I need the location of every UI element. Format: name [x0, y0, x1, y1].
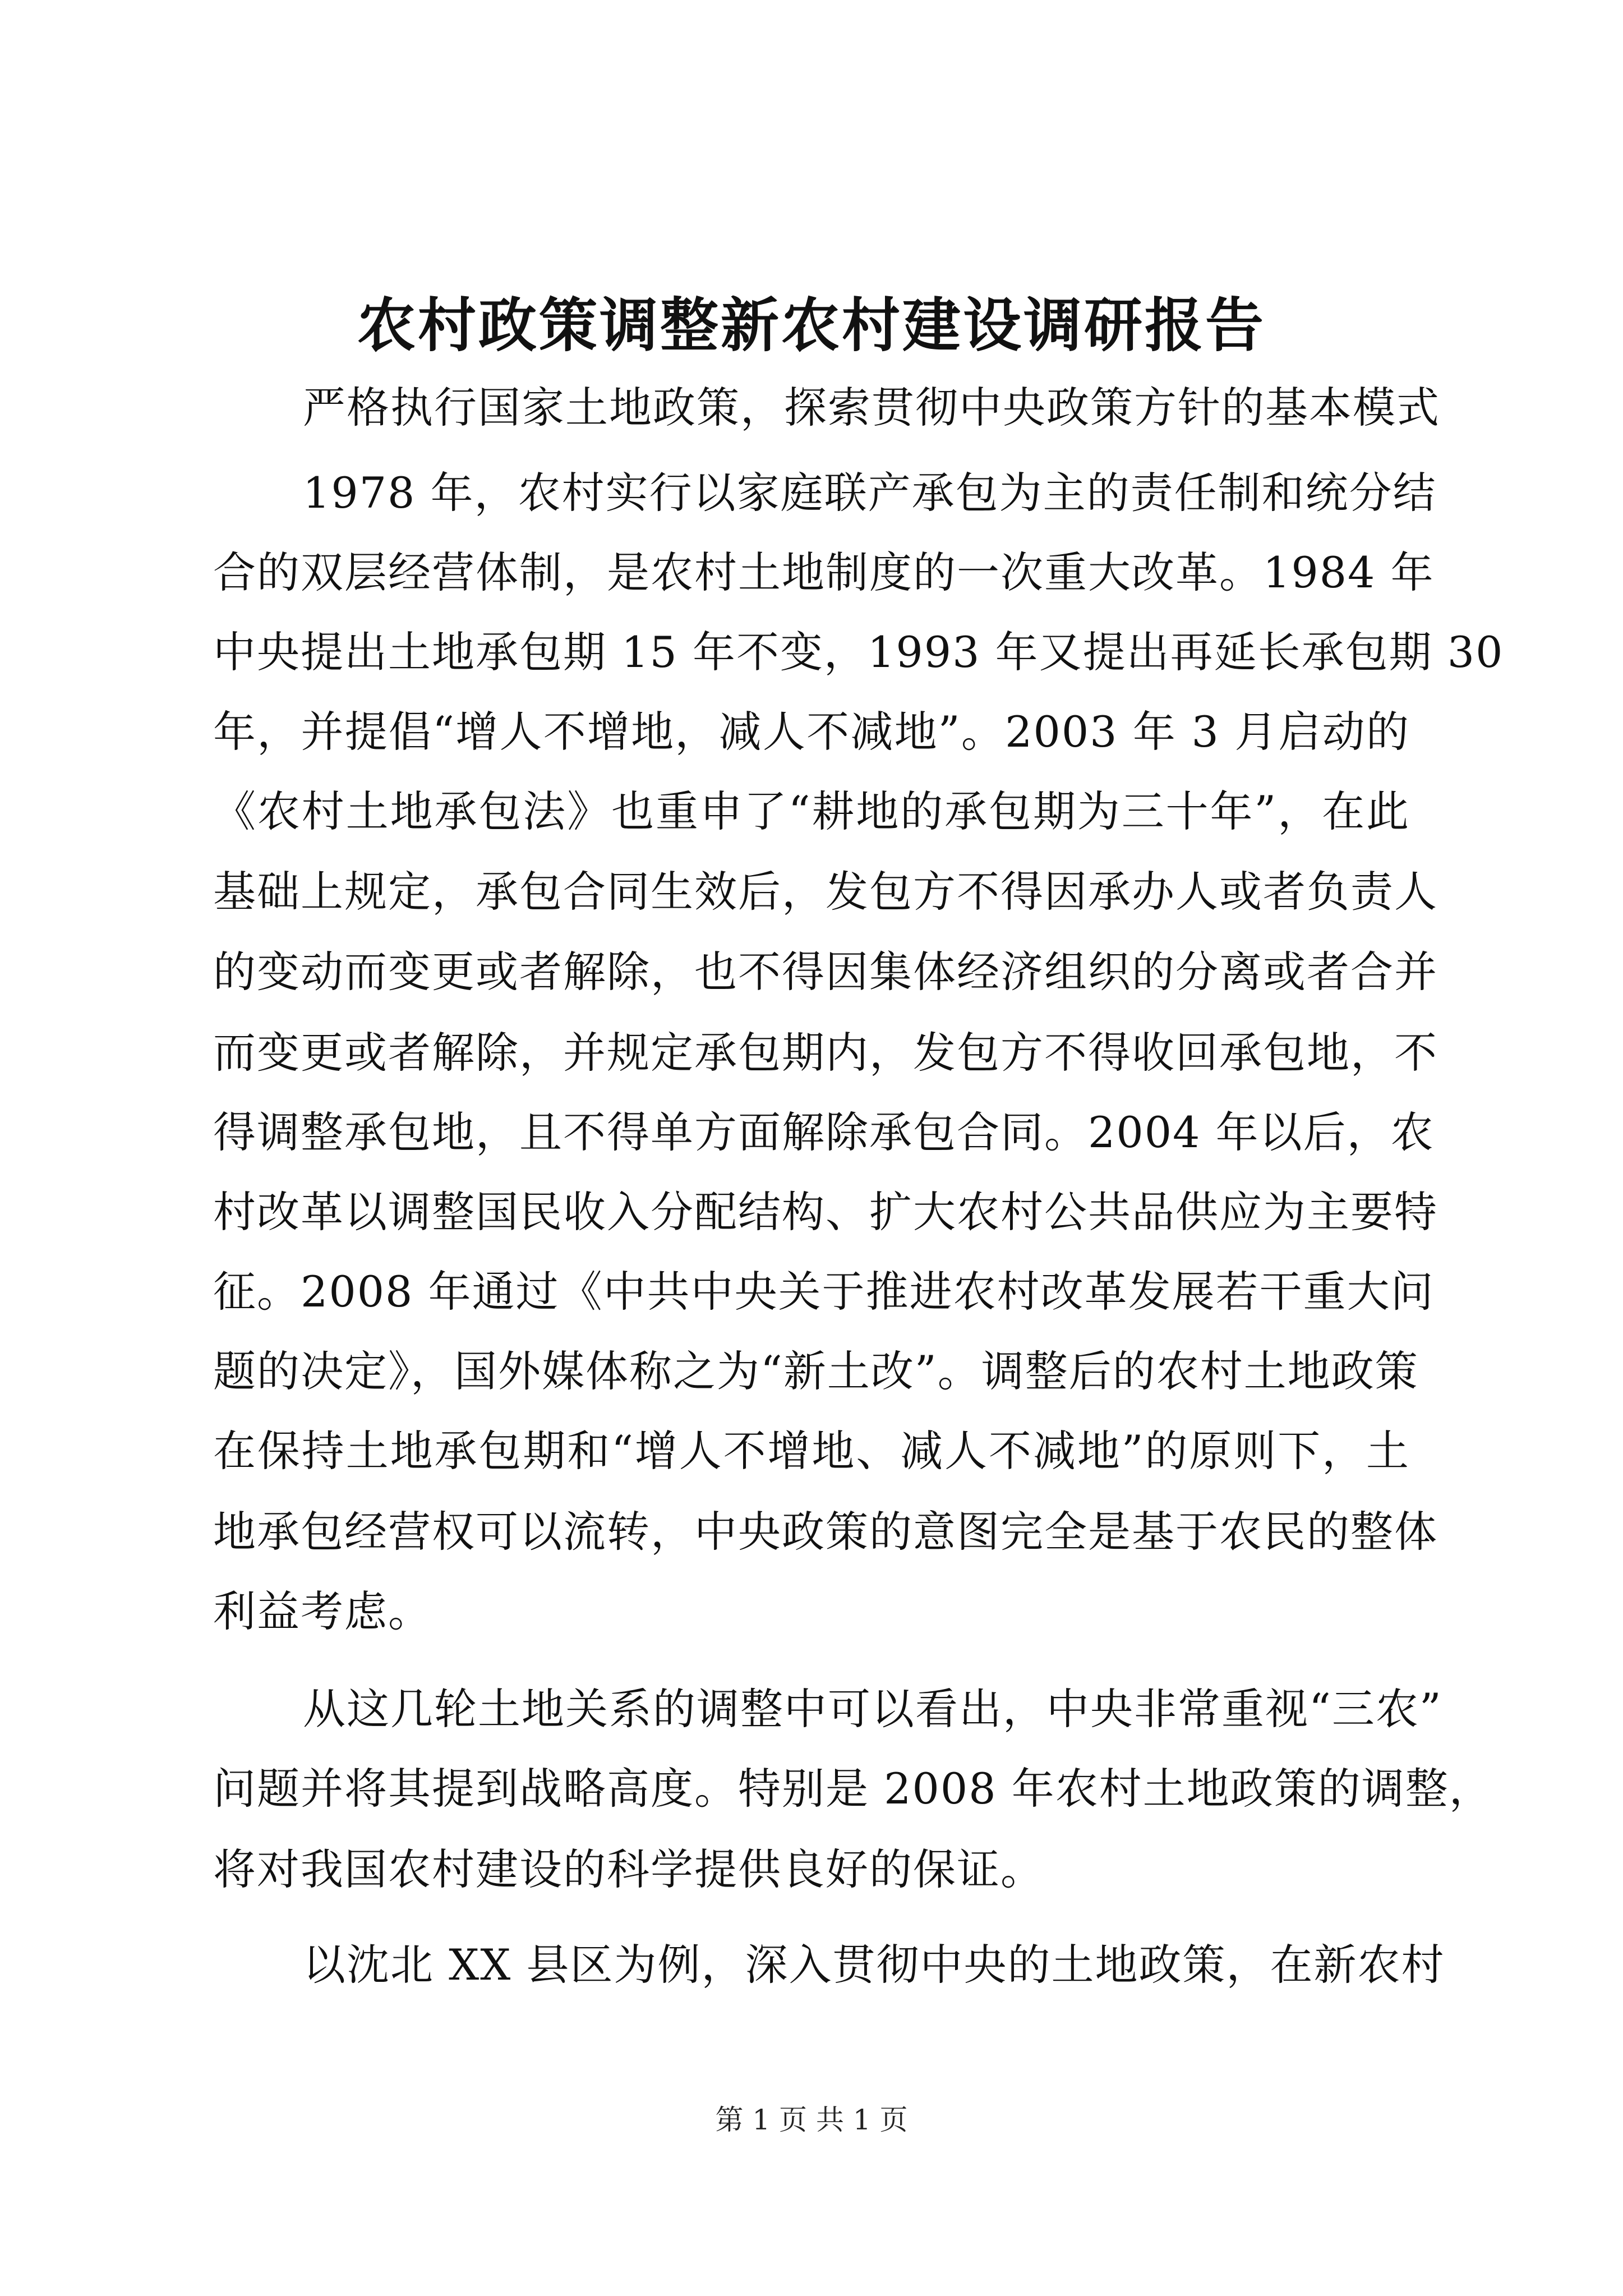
body-line: 《农村土地承包法》也重申了“耕地的承包期为三十年”，在此 [213, 786, 1410, 836]
body-line: 1978 年，农村实行以家庭联产承包为主的责任制和统分结 [303, 468, 1437, 518]
body-line: 以沈北 XX 县区为例，深入贯彻中央的土地政策，在新农村 [303, 1940, 1445, 1990]
body-line: 从这几轮土地关系的调整中可以看出，中央非常重视“三农” [303, 1684, 1442, 1734]
body-line: 征。2008 年通过《中共中央关于推进农村改革发展若干重大问 [213, 1267, 1435, 1317]
document-title: 农村政策调整新农村建设调研报告 [357, 291, 1266, 360]
body-line: 合的双层经营体制，是农村土地制度的一次重大改革。1984 年 [213, 547, 1435, 597]
body-line: 地承包经营权可以流转，中央政策的意图完全是基于农民的整体 [213, 1507, 1438, 1557]
body-line: 基础上规定，承包合同生效后，发包方不得因承办人或者负责人 [213, 867, 1438, 917]
body-line: 严格执行国家土地政策，探索贯彻中央政策方针的基本模式 [303, 383, 1440, 432]
body-line: 利益考虑。 [213, 1586, 432, 1636]
body-line: 的变动而变更或者解除，也不得因集体经济组织的分离或者合并 [213, 947, 1438, 997]
body-line: 得调整承包地，且不得单方面解除承包合同。2004 年以后，农 [213, 1107, 1435, 1157]
body-line: 将对我国农村建设的科学提供良好的保证。 [213, 1844, 1044, 1894]
body-line: 年，并提倡“增人不增地，减人不减地”。2003 年 3 月启动的 [213, 707, 1410, 757]
body-line: 而变更或者解除，并规定承包期内，发包方不得收回承包地，不 [213, 1028, 1438, 1078]
page-footer: 第 1 页 共 1 页 [715, 2104, 908, 2136]
body-line: 中央提出土地承包期 15 年不变，1993 年又提出再延长承包期 30 [213, 627, 1504, 677]
body-line: 问题并将其提到战略高度。特别是 2008 年农村土地政策的调整， [213, 1764, 1493, 1814]
body-line: 村改革以调整国民收入分配结构、扩大农村公共品供应为主要特 [213, 1187, 1438, 1237]
body-line: 题的决定》，国外媒体称之为“新土改”。调整后的农村土地政策 [213, 1346, 1419, 1396]
body-line: 在保持土地承包期和“增人不增地、减人不减地”的原则下，土 [213, 1426, 1410, 1476]
